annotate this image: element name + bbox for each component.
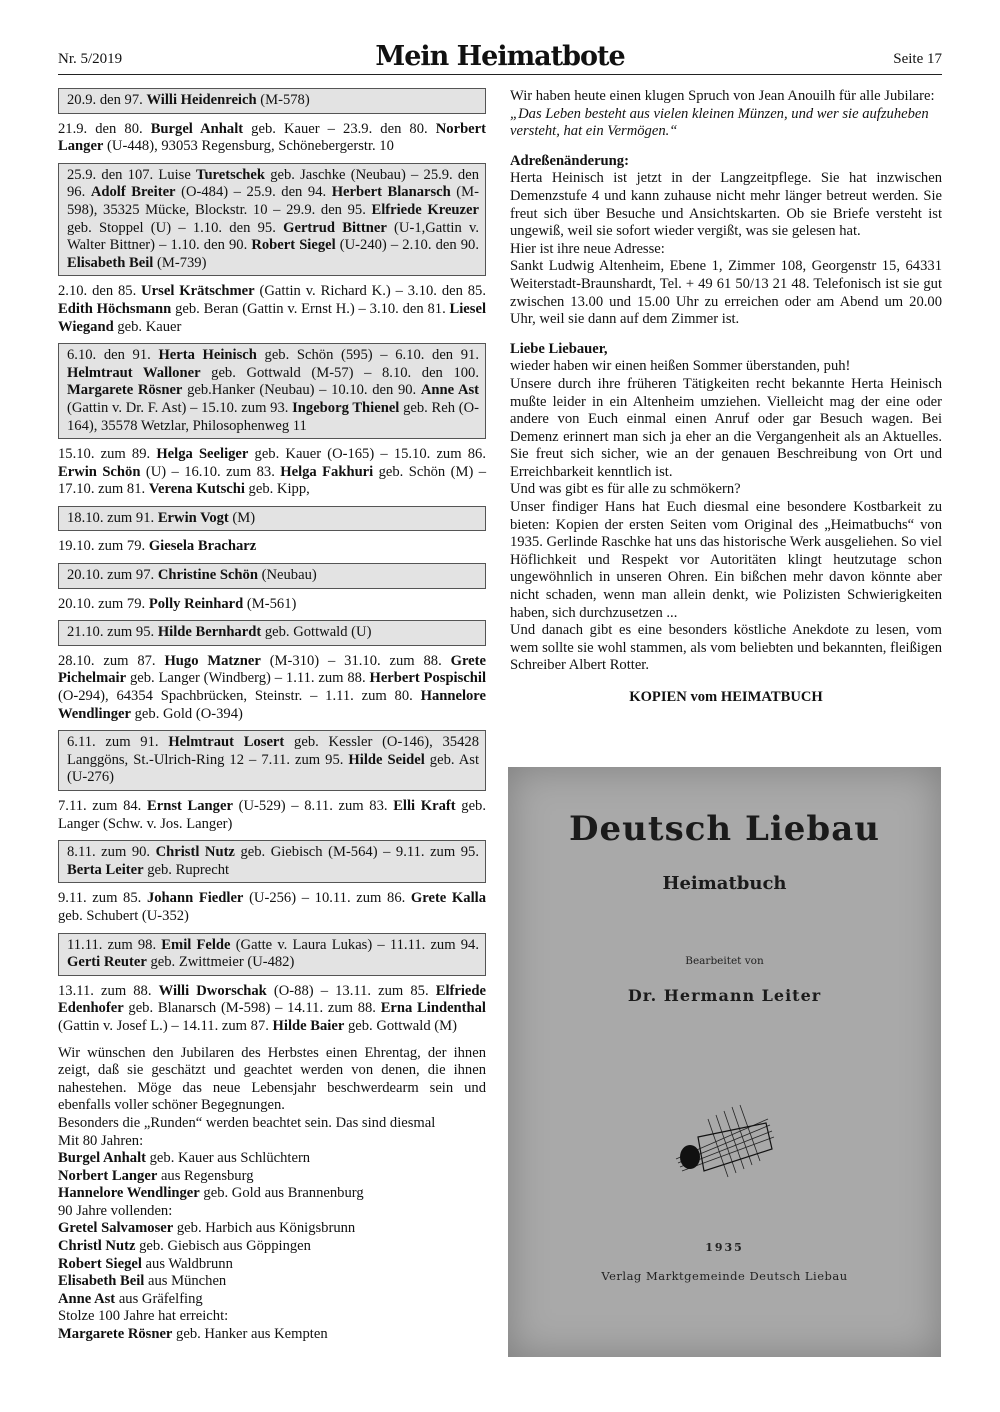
book-year: 1935 <box>705 1241 744 1254</box>
highlighted-birthday-entry <box>58 163 486 277</box>
entry-text: (Gattin v. Dr. F. Ast) – 15.10. zum 93. <box>67 399 293 416</box>
entry-text: (Gattin v. Josef L.) – 14.11. zum 87. <box>58 1017 273 1034</box>
issue-number: Nr. 5/2019 <box>58 51 123 67</box>
person-name: Willi Dworschak <box>158 982 267 999</box>
person-name: Norbert Langer <box>58 1167 158 1184</box>
entry-text: geb. Ruprecht <box>143 861 230 878</box>
person-name: Elisabeth Beil <box>58 1273 145 1290</box>
address-label: Hier ist ihre neue Adresse: <box>510 240 665 257</box>
entry-text: aus Gräfelfing <box>115 1290 203 1307</box>
person-name: Margarete Rösner <box>58 1326 173 1343</box>
greeting-heading: Liebe Liebauer, <box>510 340 608 357</box>
person-name: Herbert Pospischil <box>369 670 486 687</box>
entry-text: geb. Kipp, <box>244 481 310 498</box>
entry-text: geb. Gottwald (M-57) – 8.10. den 100. <box>200 364 479 381</box>
person-name: Herta Heinisch <box>158 347 257 364</box>
entry-text: geb. Giebisch aus Göppingen <box>135 1238 311 1255</box>
book-cover-image <box>508 767 941 1357</box>
person-name: Ernst Langer <box>147 798 233 814</box>
entry-text: (O-88) – 13.11. zum 85. <box>266 982 436 999</box>
letter-p4: Unser findiger Hans hat Euch diesmal eine besondere Kostbarkeit zu bieten: Kopien der ersten Seiten vom Original des „Heimatbuchs“ von 1935. Gerlinde Raschke hat uns das historische Werk ausgeliehen. So viel Höflichkeit und Respekt vor Autoritäten klingt heutzutage schon ungewöhnlich in unseren Ohren. Ein bißchen mehr davon könnte aber nicht schaden, wenn man allein denkt, wie Polizisten Schwierigkeiten haben, sich durchzusetzen ... <box>510 499 942 621</box>
person-name: Giesela Bracharz <box>148 538 257 555</box>
person-name: Gretel Salvamoser <box>58 1220 174 1237</box>
round-birthday-line <box>58 1308 486 1326</box>
person-name: Berta Leiter <box>67 861 144 878</box>
entry-text: (U-529) – 8.11. zum 83. <box>232 798 394 814</box>
entry-text: (U-1,Gattin v. Walter Bittner) – 1.10. den 90. <box>67 219 479 254</box>
round-birthday-line <box>58 1291 486 1309</box>
person-name: Burgel Anhalt <box>150 120 244 137</box>
person-name: Hannelore Wendlinger <box>58 1185 200 1202</box>
person-name: Hilde Baier <box>272 1017 345 1034</box>
birthday-entry <box>58 890 486 925</box>
entry-text: (M) <box>228 509 256 526</box>
person-name: Elli Kraft <box>393 798 456 814</box>
person-name: Robert Siegel <box>251 237 336 254</box>
birthday-entry <box>58 538 486 556</box>
entry-text: (U-448), 93053 Regensburg, Schönebergerstr. 10 <box>103 138 394 155</box>
entry-text: geb. Reh (O-164), 35578 Wetzlar, Philosophenweg 11 <box>67 399 479 434</box>
entry-text: 8.11. zum 90. <box>67 844 156 861</box>
entry-text: 6.11. zum 91. <box>67 734 169 751</box>
person-name: Elisabeth Beil <box>67 254 154 271</box>
book-emblem-icon <box>668 1089 778 1179</box>
entry-text: geb. Giebisch (M-564) – 9.11. zum 95. <box>234 844 479 861</box>
person-name: Hannelore Wendlinger <box>58 688 486 722</box>
book-publisher: Verlag Marktgemeinde Deutsch Liebau <box>601 1269 848 1283</box>
entry-text: (M-561) <box>243 595 297 612</box>
round-birthday-line <box>58 1238 486 1256</box>
entry-text: (M-310) – 31.10. zum 88. <box>260 652 451 669</box>
highlighted-birthday-entry <box>58 620 486 646</box>
entry-text: geb. Schön (595) – 6.10. den 91. <box>256 347 479 364</box>
page-number: Seite 17 <box>893 51 942 67</box>
book-edited-by: Bearbeitet von <box>685 955 764 967</box>
person-name: Hugo Matzner <box>164 652 261 669</box>
birthday-entry <box>58 121 486 156</box>
round-birthday-line <box>58 1150 486 1168</box>
highlighted-birthday-entry <box>58 88 486 114</box>
entry-text: (O-484) – 25.9. den 94. <box>175 184 332 201</box>
entry-text: 9.11. zum 85. <box>58 890 147 907</box>
entry-text: geb. Gottwald (M) <box>344 1017 457 1034</box>
book-title: Deutsch Liebau <box>569 809 880 849</box>
entry-text: Stolze 100 Jahre hat erreicht: <box>58 1308 229 1325</box>
letter-p2: Unsere durch ihre früheren Tätigkeiten recht bekannte Herta Heinisch mußte leider in ein Altenheim umziehen. Vielleicht mag der eine oder andere von Euch einmal einen Anruf oder gar Besuch wagen. Bei Demenz erinnert man sich ja eher an die Vergangenheit als an Aktuelles. Sie freut sich sicher, wie an der genauen Beschreibung von Ort und Erreichbarkeit kenntlich ist. <box>510 375 942 480</box>
entry-text: 7.11. zum 84. <box>58 798 147 814</box>
person-name: Christine Schön <box>157 567 258 584</box>
person-name: Verena Kutschi <box>148 481 245 498</box>
highlighted-birthday-entry <box>58 933 486 976</box>
person-name: Anne Ast <box>58 1290 116 1307</box>
page-header <box>58 30 942 75</box>
entry-text: 20.10. zum 79. <box>58 595 149 612</box>
entry-text: 18.10. zum 91. <box>67 509 158 526</box>
person-name: Helga Seeliger <box>156 446 249 463</box>
entry-text: aus Waldbrunn <box>141 1255 233 1272</box>
person-name: Emil Felde <box>161 936 231 953</box>
entry-text: (M-739) <box>153 254 207 271</box>
entry-text: geb. Jaschke (Neubau) – 25.9. den 96. <box>67 166 479 201</box>
person-name: Margarete Rösner <box>67 382 183 399</box>
person-name: Helmtraut Walloner <box>67 364 201 381</box>
person-name: Erna Lindenthal <box>380 1000 486 1017</box>
entry-text: 25.9. den 107. Luise <box>67 166 197 183</box>
person-name: Erwin Vogt <box>157 509 229 526</box>
round-birthday-line <box>58 1326 486 1344</box>
intro-text: Wir haben heute einen klugen Spruch von Jean Anouilh für alle Jubilare: <box>510 88 935 104</box>
round-birthday-line <box>58 1203 486 1221</box>
birthday-entry <box>58 653 486 723</box>
right-column <box>510 88 942 707</box>
entry-text: (Gatte v. Laura Lukas) – 11.11. zum 94. <box>230 936 479 953</box>
address-detail: Sankt Ludwig Altenheim, Ebene 1, Zimmer 108, Georgenstr 15, 64331 Weiterstadt-Braunshardt, Tel. + 49 61 50/13 21 48. Telefonisch ist sie gut zwischen 13.00 und 15.00 Uhr zu erreichen oder am Abend um 20.00 Uhr, weil sie dann auf dem Zimmer ist. <box>510 258 942 328</box>
round-birthdays-list <box>58 1133 486 1344</box>
birthday-entry <box>58 596 486 614</box>
person-name: Turetschek <box>196 166 265 183</box>
person-name: Burgel Anhalt <box>58 1150 146 1167</box>
round-birthday-line <box>58 1168 486 1186</box>
entry-text: 21.9. den 80. <box>58 120 151 137</box>
person-name: Christl Nutz <box>155 844 235 861</box>
person-name: Christl Nutz <box>58 1238 136 1255</box>
highlighted-birthday-entry <box>58 840 486 883</box>
letter-p1: wieder haben wir einen heißen Sommer überstanden, puh! <box>510 358 851 375</box>
entry-text: Mit 80 Jahren: <box>58 1132 144 1149</box>
person-name: Adolf Breiter <box>90 184 176 201</box>
book-author: Dr. Hermann Leiter <box>627 986 822 1005</box>
person-name: Anne Ast <box>420 382 480 399</box>
person-name: Grete Pichelmair <box>58 652 486 687</box>
round-birthday-line <box>58 1133 486 1151</box>
entry-text: geb. Gold aus Brannenburg <box>199 1185 364 1202</box>
book-subtitle: Heimatbuch <box>662 873 787 894</box>
kopien-heading: KOPIEN vom HEIMATBUCH <box>629 689 823 705</box>
entry-text: geb. Kessler (O-146), 35428 Langgöns, St.-Ulrich-Ring 12 – 7.11. zum 95. <box>67 734 479 768</box>
round-birthday-line <box>58 1220 486 1238</box>
entry-text: (Neubau) <box>257 567 317 584</box>
birthday-entry <box>58 446 486 499</box>
entry-text: 28.10. zum 87. <box>58 652 165 669</box>
entry-text: geb. Beran (Gattin v. Ernst H.) – 3.10. den 81. <box>171 300 450 317</box>
person-name: Hilde Bernhardt <box>157 624 262 641</box>
person-name: Hilde Seidel <box>348 751 425 768</box>
birthday-entry <box>58 283 486 336</box>
person-name: Elfriede Edenhofer <box>58 982 486 1017</box>
entry-text: (Gattin v. Richard K.) – 3.10. den 85. <box>254 283 487 300</box>
letter-p3: Und was gibt es für alle zu schmökern? <box>510 481 741 498</box>
entry-text: 6.10. den 91. <box>67 347 159 364</box>
round-birthday-line <box>58 1256 486 1274</box>
round-birthday-line <box>58 1273 486 1291</box>
entry-text: geb.Hanker (Neubau) – 10.10. den 90. <box>182 382 421 399</box>
highlighted-birthday-entry <box>58 506 486 532</box>
entry-text: geb. Schubert (U-352) <box>58 907 189 924</box>
entry-text: geb. Kauer aus Schlüchtern <box>145 1150 311 1167</box>
entry-text: geb. Hanker aus Kempten <box>172 1326 328 1343</box>
entry-text: (M-578) <box>256 92 310 108</box>
entry-text: 20.9. den 97. <box>67 92 147 108</box>
entry-text: aus Regensburg <box>157 1167 254 1184</box>
entry-text: 90 Jahre vollenden: <box>58 1202 173 1219</box>
person-name: Ingeborg Thienel <box>292 399 400 416</box>
closing-intro: Wir wünschen den Jubilaren des Herbstes einen Ehrentag, der ihnen zeigt, daß sie geschätzt und geachtet werden von denen, die ihnen nahestehen. Möge das neue Lebensjahr beschwerdearm sein und ebenfalls voller schöner Begegnungen. <box>58 1044 486 1114</box>
person-name: Helmtraut Losert <box>168 734 285 751</box>
entry-text: 20.10. zum 97. <box>67 567 158 584</box>
entry-text: geb. Gottwald (U) <box>261 624 372 641</box>
person-name: Ursel Krätschmer <box>141 283 255 300</box>
birthday-entry <box>58 798 486 833</box>
left-column <box>58 88 486 1344</box>
quote-text: „Das Leben besteht aus vielen kleinen Münzen, und wer sie aufzuheben versteht, hat ein Vermögen.“ <box>510 105 929 140</box>
entry-text: geb. Gold (O-394) <box>130 705 243 722</box>
highlighted-birthday-entry <box>58 730 486 791</box>
entry-text: (U-256) – 10.11. zum 86. <box>243 890 411 907</box>
entry-text: geb. Langer (Windberg) – 1.11. zum 88. <box>126 670 370 687</box>
entry-text: geb. Schön (M) – 17.10. zum 81. <box>58 463 486 498</box>
entry-text: geb. Kauer – 23.9. den 80. <box>243 120 436 137</box>
entry-text: 11.11. zum 98. <box>67 936 162 953</box>
entry-text: 21.10. zum 95. <box>67 624 158 641</box>
person-name: Herbert Blanarsch <box>331 184 451 201</box>
entry-text: (U-240) – 2.10. den 90. <box>335 237 479 254</box>
entry-text: 13.11. zum 88. <box>58 982 159 999</box>
entry-text: geb. Langer (Schw. v. Jos. Langer) <box>58 798 486 832</box>
entry-text: geb. Kauer (O-165) – 15.10. zum 86. <box>248 446 486 463</box>
person-name: Gerti Reuter <box>67 954 147 971</box>
address-text: Herta Heinisch ist jetzt in der Langzeitpflege. Sie hat inzwischen Demenzstufe 4 und kann zuhause nicht mehr länger betreut werden. Sie freut sich über Besuche und Ansichtskarten. Ob sie Briefe versteht ist ungewiß, weil sie sofort wieder vergißt, was sie gelesen hat. <box>510 170 942 240</box>
closing-runden: Besonders die „Runden“ werden beachtet sein. Das sind diesmal <box>58 1114 436 1131</box>
address-heading: Adreßenänderung: <box>510 152 629 169</box>
entry-text: geb. Kauer <box>113 318 182 335</box>
entry-text: (U) – 16.10. zum 83. <box>140 463 281 480</box>
entry-text: geb. Zwittmeier (U-482) <box>146 954 295 971</box>
person-name: Gertrud Bittner <box>283 219 387 236</box>
highlighted-birthday-entry <box>58 563 486 589</box>
person-name: Elfriede Kreuzer <box>371 201 479 218</box>
person-name: Helga Fakhuri <box>280 463 374 480</box>
entry-text: geb. Harbich aus Königsbrunn <box>173 1220 356 1237</box>
person-name: Erwin Schön <box>58 463 141 480</box>
entry-text: geb. Stoppel (U) – 1.10. den 95. <box>67 219 284 236</box>
entry-text: 2.10. den 85. <box>58 283 142 300</box>
person-name: Polly Reinhard <box>148 595 244 612</box>
letter-p5: Und danach gibt es eine besonders köstliche Anekdote zu lesen, vom wem sollte sie wohl stammen, als vom beliebten und bekannten, fleißigen Schreiber Albert Rotter. <box>510 622 942 674</box>
entry-text: aus München <box>144 1273 227 1290</box>
person-name: Liesel Wiegand <box>58 300 486 335</box>
birthday-entry <box>58 983 486 1036</box>
entry-text: geb. Blanarsch (M-598) – 14.11. zum 88. <box>123 1000 381 1017</box>
entry-text: (O-294), 64354 Spachbrücken, Steinstr. – 1.11. zum 80. <box>58 688 421 705</box>
person-name: Robert Siegel <box>58 1255 142 1272</box>
person-name: Willi Heidenreich <box>146 92 257 108</box>
birthday-list <box>58 88 486 1036</box>
entry-text: (M-598), 35325 Mücke, Blockstr. 10 – 29.9. den 95. <box>67 184 480 218</box>
round-birthday-line <box>58 1185 486 1203</box>
highlighted-birthday-entry <box>58 343 486 439</box>
entry-text: geb. Ast (U-276) <box>67 751 480 786</box>
entry-text: 15.10. zum 89. <box>58 446 157 463</box>
closing-section <box>58 1045 486 1344</box>
person-name: Edith Höchsmann <box>58 300 172 317</box>
masthead-logo: Mein Heimatbote <box>375 41 625 72</box>
person-name: Norbert Langer <box>58 120 486 155</box>
entry-text: 19.10. zum 79. <box>58 538 149 555</box>
person-name: Grete Kalla <box>410 890 486 907</box>
person-name: Johann Fiedler <box>146 890 244 907</box>
